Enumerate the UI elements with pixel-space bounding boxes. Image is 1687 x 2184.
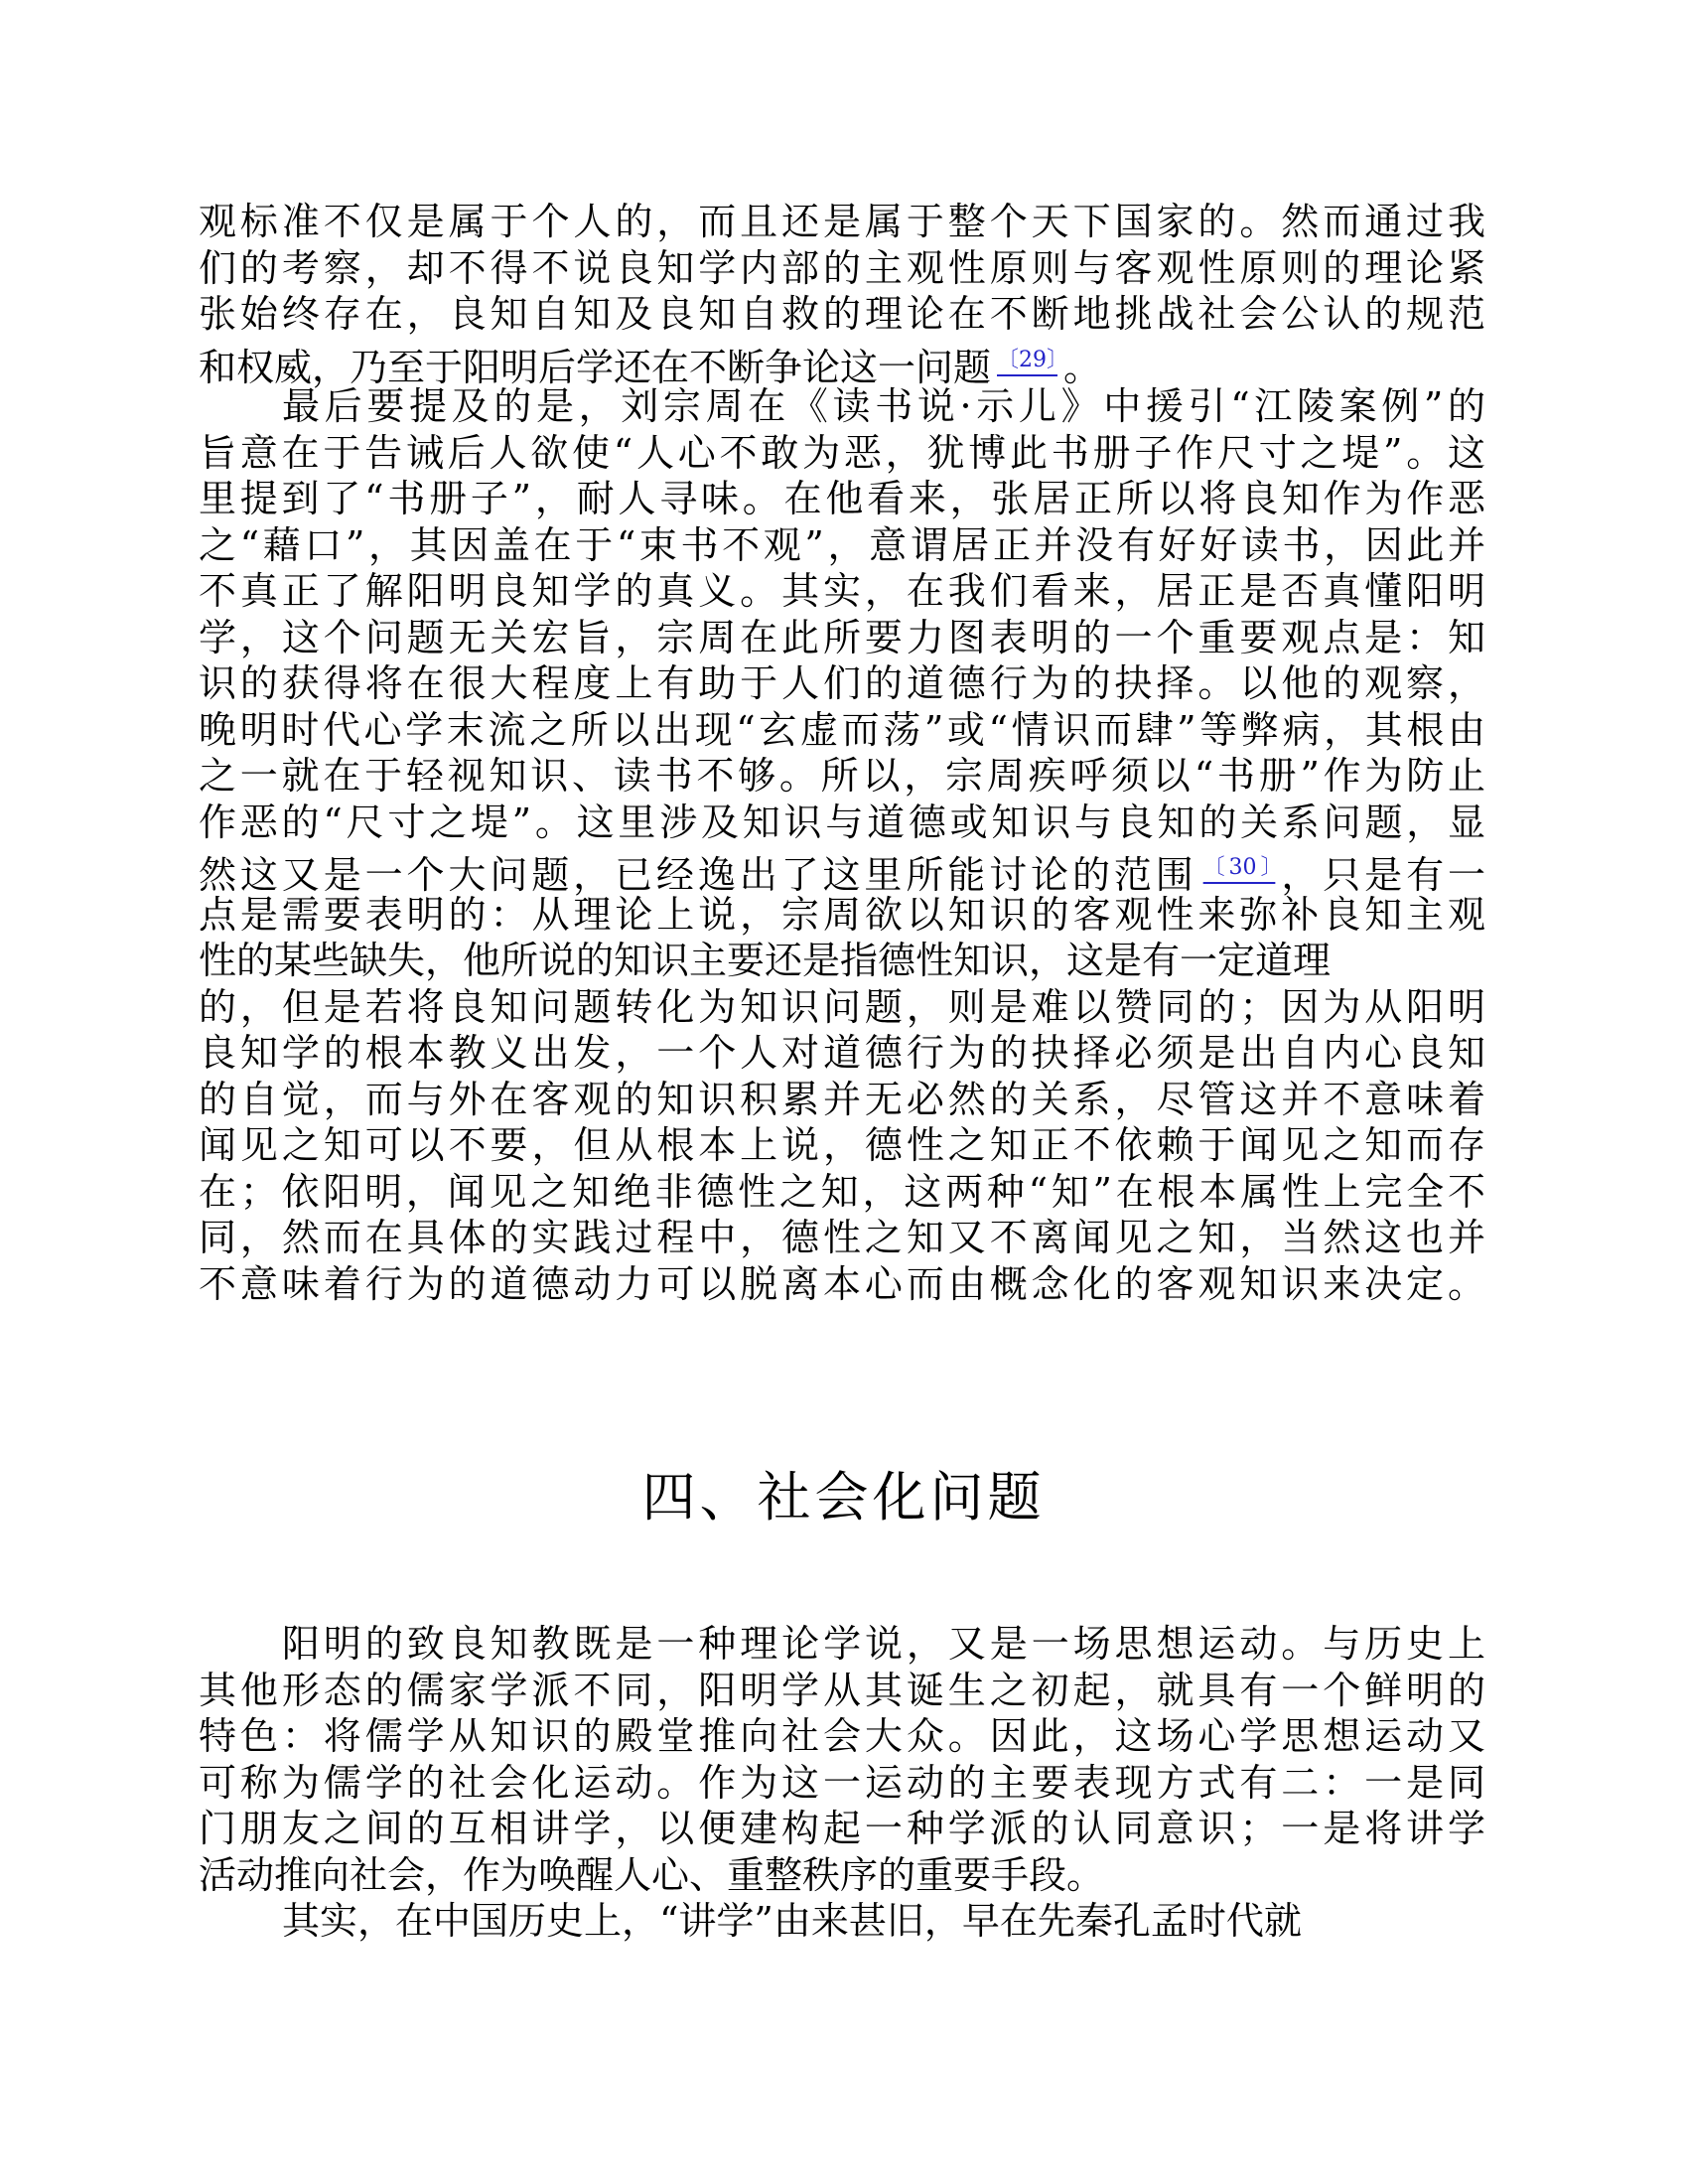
text-line bbox=[199, 245, 1485, 292]
text-line bbox=[199, 800, 1485, 846]
text-line bbox=[199, 1713, 1485, 1760]
line-text: 晚明时代心学末流之所以出现“玄虚而荡”或“情识而肆”等弊病，其根由 bbox=[199, 707, 1485, 752]
text-line bbox=[199, 938, 1485, 984]
line-text: 最后要提及的是，刘宗周在《读书说·示儿》中援引“江陵案例”的 bbox=[282, 384, 1485, 428]
line-text: 不意味着行为的道德动力可以脱离本心而由概念化的客观知识来决定。 bbox=[199, 1261, 1485, 1306]
text-line bbox=[199, 753, 1485, 800]
text-line bbox=[199, 1621, 1485, 1668]
line-text: 之“藉口”，其因盖在于“束书不观”，意谓居正并没有好好读书，因此并 bbox=[199, 522, 1485, 567]
text-line bbox=[199, 707, 1485, 754]
text-line bbox=[199, 568, 1485, 615]
text-line bbox=[199, 476, 1485, 522]
text-line bbox=[199, 660, 1485, 707]
text-line bbox=[199, 1169, 1485, 1216]
text-line bbox=[199, 199, 1485, 245]
line-text: 闻见之知可以不要，但从根本上说，德性之知正不依赖于闻见之知而存 bbox=[199, 1123, 1485, 1167]
text-line bbox=[199, 1806, 1485, 1852]
line-text: 之一就在于轻视知识、读书不够。所以，宗周疾呼须以“书册”作为防止 bbox=[199, 754, 1485, 798]
line-text: 点是需要表明的：从理论上说，宗周欲以知识的客观性来弥补良知主观 bbox=[199, 892, 1485, 937]
line-text: 其实，在中国历史上，“讲学”由来甚旧，早在先秦孔孟时代就 bbox=[282, 1899, 1302, 1943]
line-text: 旨意在于告诫后人欲使“人心不敢为恶，犹博此书册子作尺寸之堤”。这 bbox=[199, 430, 1485, 475]
section-heading: 四、社会化问题 bbox=[641, 1466, 1046, 1529]
footnote-link[interactable]: 〔29〕 bbox=[997, 347, 1058, 372]
line-text: 识的获得将在很大程度上有助于人们的道德行为的抉择。以他的观察， bbox=[199, 661, 1485, 705]
section-body-text bbox=[199, 1621, 1485, 1945]
line-text: 在；依阳明，闻见之知绝非德性之知，这两种“知”在根本属性上完全不 bbox=[199, 1169, 1485, 1214]
line-text-after-footnote: 。 bbox=[1063, 345, 1102, 389]
line-text: 不真正了解阳明良知学的真义。其实，在我们看来，居正是否真懂阳明 bbox=[199, 569, 1485, 613]
text-line bbox=[199, 522, 1485, 569]
line-text: 特色：将儒学从知识的殿堂推向社会大众。因此，这场心学思想运动又 bbox=[199, 1714, 1485, 1758]
line-text: 们的考察，却不得不说良知学内部的主观性原则与客观性原则的理论紧 bbox=[199, 245, 1485, 290]
line-text: 活动推向社会，作为唤醒人心、重整秩序的重要手段。 bbox=[199, 1852, 1105, 1897]
text-line bbox=[199, 430, 1485, 477]
line-text: 然这又是一个大问题，已经逸出了这里所能讨论的范围 bbox=[199, 853, 1197, 897]
line-text: 阳明的致良知教既是一种理论学说，又是一场思想运动。与历史上 bbox=[282, 1622, 1485, 1666]
text-line bbox=[199, 1898, 1485, 1945]
line-text: 的，但是若将良知问题转化为知识问题，则是难以赞同的；因为从阳明 bbox=[199, 984, 1485, 1029]
text-line bbox=[199, 338, 1485, 389]
line-text-after-footnote: ，只是有一 bbox=[1281, 853, 1485, 897]
text-line bbox=[199, 1030, 1485, 1077]
text-line bbox=[199, 1261, 1485, 1308]
text-line bbox=[199, 984, 1485, 1031]
line-text: 作恶的“尺寸之堤”。这里涉及知识与道德或知识与良知的关系问题，显 bbox=[199, 800, 1485, 844]
text-line bbox=[199, 1760, 1485, 1807]
line-text: 同，然而在具体的实践过程中，德性之知又不离闻见之知，当然这也并 bbox=[199, 1216, 1485, 1259]
line-text: 观标准不仅是属于个人的，而且还是属于整个天下国家的。然而通过我 bbox=[199, 200, 1485, 243]
line-text: 里提到了“书册子”，耐人寻味。在他看来，张居正所以将良知作为作恶 bbox=[199, 477, 1485, 520]
line-text: 学，这个问题无关宏旨，宗周在此所要力图表明的一个重要观点是：知 bbox=[199, 615, 1485, 659]
line-text: 门朋友之间的互相讲学，以便建构起一种学派的认同意识；一是将讲学 bbox=[199, 1807, 1485, 1850]
text-line bbox=[199, 1215, 1485, 1261]
line-text: 其他形态的儒家学派不同，阳明学从其诞生之初起，就具有一个鲜明的 bbox=[199, 1668, 1485, 1712]
text-line bbox=[199, 1668, 1485, 1714]
text-line bbox=[199, 1852, 1485, 1899]
text-line bbox=[199, 1122, 1485, 1169]
text-line bbox=[199, 615, 1485, 661]
line-text: 性的某些缺失，他所说的知识主要还是指德性知识，这是有一定道理 bbox=[199, 939, 1332, 982]
line-text: 可称为儒学的社会化运动。作为这一运动的主要表现方式有二：一是同 bbox=[199, 1760, 1485, 1805]
footnote-link[interactable]: 〔30〕 bbox=[1202, 855, 1276, 880]
body-text-block bbox=[199, 199, 1485, 1307]
line-text: 良知学的根本教义出发，一个人对道德行为的抉择必须是出自内心良知 bbox=[199, 1031, 1485, 1075]
line-text: 和权威，乃至于阳明后学还在不断争论这一问题 bbox=[199, 345, 992, 389]
text-line bbox=[199, 845, 1485, 897]
line-text: 张始终存在，良知自知及良知自救的理论在不断地挑战社会公认的规范 bbox=[199, 292, 1485, 336]
text-line bbox=[199, 383, 1485, 430]
text-line bbox=[199, 291, 1485, 338]
line-text: 的自觉，而与外在客观的知识积累并无必然的关系，尽管这并不意味着 bbox=[199, 1077, 1485, 1121]
text-line bbox=[199, 892, 1485, 939]
text-line bbox=[199, 1077, 1485, 1123]
